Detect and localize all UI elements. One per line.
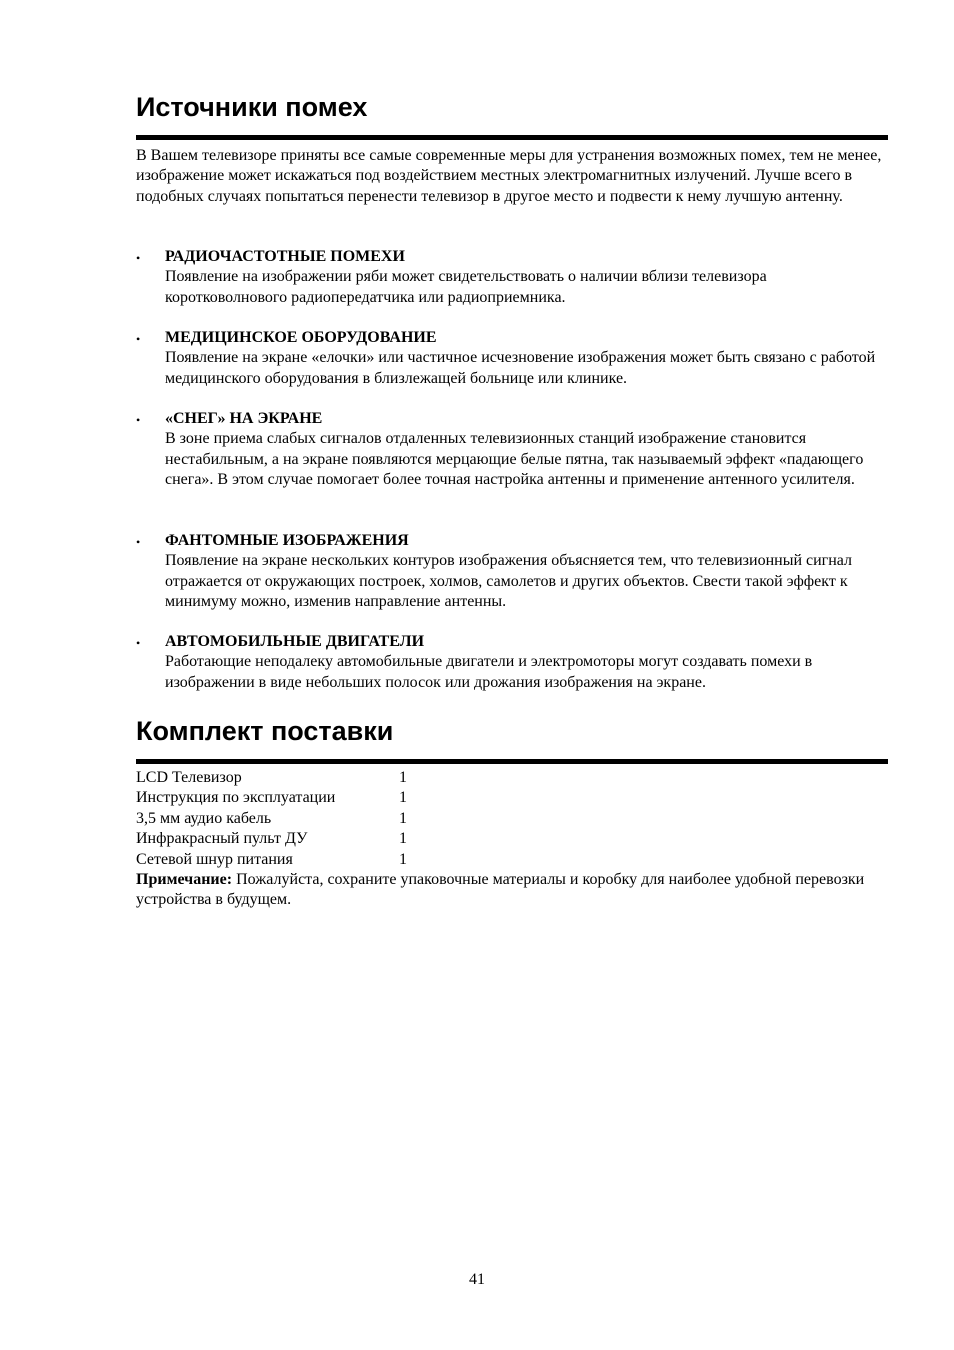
section-title-package: Комплект поставки bbox=[136, 716, 394, 746]
package-item-qty: 1 bbox=[399, 809, 407, 827]
list-item-heading: ФАНТОМНЫЕ ИЗОБРАЖЕНИЯ bbox=[165, 532, 409, 549]
list-item bbox=[136, 531, 888, 613]
note-text: Пожалуйста, сохраните упаковочные материалы и коробку для наиболее удобной перевозки устройства в будущем. bbox=[136, 870, 865, 909]
bullet-icon: • bbox=[136, 413, 141, 427]
package-item-name: Сетевой шнур питания bbox=[136, 850, 293, 868]
package-row bbox=[136, 768, 888, 788]
package-item-qty: 1 bbox=[399, 789, 407, 807]
package-item-name: Инструкция по эксплуатации bbox=[136, 789, 336, 807]
list-item-heading: РАДИОЧАСТОТНЫЕ ПОМЕХИ bbox=[165, 248, 405, 265]
package-item-qty: 1 bbox=[399, 850, 407, 868]
package-item-name: 3,5 мм аудио кабель bbox=[136, 809, 272, 827]
list-item-text: Работающие неподалеку автомобильные двигатели и электромоторы могут создавать помехи в изображении в виде небольших полосок или дрожания изображения на экране. bbox=[165, 653, 813, 691]
package-list bbox=[136, 768, 888, 911]
package-item-name: Инфракрасный пульт ДУ bbox=[136, 830, 308, 848]
package-note bbox=[136, 870, 888, 911]
package-row bbox=[136, 850, 888, 870]
section-divider bbox=[136, 135, 888, 140]
list-item bbox=[136, 247, 888, 308]
package-item-name: LCD Телевизор bbox=[136, 769, 242, 786]
list-item-text: Появление на экране нескольких контуров изображения объясняется тем, что телевизионный сигнал отражается от окружающих построек, холмов, самолетов и других объектов. Свести такой эффект к минимуму можно, изменив направление антенны. bbox=[165, 552, 853, 611]
list-item-text: Появление на экране «елочки» или частичное исчезновение изображения может быть связано с работой медицинского оборудования в близлежащей больнице или клинике. bbox=[165, 349, 876, 387]
intro-paragraph: В Вашем телевизоре приняты все самые современные меры для устранения возможных помех, тем не менее, изображение может искажаться под воздействием местных электромагнитных излучений. Лучше всего в подобных случаях попытаться перенести телевизор в другое место и подвести к нему лучшую антенну. bbox=[136, 147, 882, 205]
section-title-interference: Источники помех bbox=[136, 92, 368, 122]
package-row bbox=[136, 788, 888, 808]
list-item-heading: «СНЕГ» НА ЭКРАНЕ bbox=[165, 410, 323, 427]
list-item-text: Появление на изображении ряби может свидетельствовать о наличии вблизи телевизора коротковолнового радиопередатчика или радиоприемника. bbox=[165, 268, 767, 306]
list-item bbox=[136, 409, 888, 491]
bullet-icon: • bbox=[136, 332, 141, 346]
bullet-icon: • bbox=[136, 636, 141, 650]
package-row bbox=[136, 829, 888, 849]
page-number: 41 bbox=[469, 1271, 485, 1288]
bullet-icon: • bbox=[136, 535, 141, 549]
list-item-text: В зоне приема слабых сигналов отдаленных телевизионных станций изображение становится нестабильным, а на экране появляются мерцающие белые пятна, так называемый эффект «падающего снега». В этом случае помогает более точная настройка антенны и применение антенного усилителя. bbox=[165, 430, 864, 489]
package-item-qty: 1 bbox=[399, 830, 407, 848]
bullet-icon: • bbox=[136, 251, 141, 265]
list-item bbox=[136, 632, 888, 693]
section-divider bbox=[136, 759, 888, 764]
list-item-heading: МЕДИЦИНСКОЕ ОБОРУДОВАНИЕ bbox=[165, 329, 437, 346]
list-item-heading: АВТОМОБИЛЬНЫЕ ДВИГАТЕЛИ bbox=[165, 633, 425, 650]
note-label: Примечание: bbox=[136, 870, 233, 888]
package-row bbox=[136, 809, 888, 829]
package-item-qty: 1 bbox=[399, 769, 407, 786]
list-item bbox=[136, 328, 888, 389]
